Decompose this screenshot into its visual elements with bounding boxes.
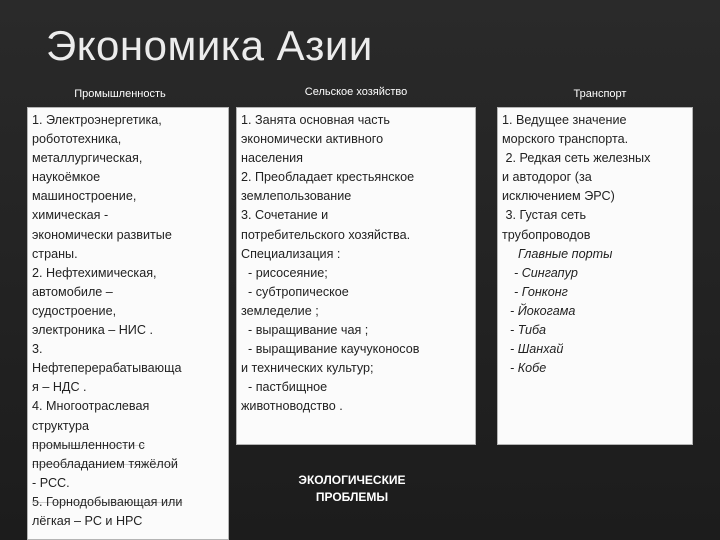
transport-line: морского транспорта. — [502, 132, 629, 147]
transport-line: и автодорог (за — [502, 170, 592, 185]
agriculture-line: экономически активного — [241, 132, 384, 147]
industry-line: преобладанием тяжёлой — [32, 456, 178, 471]
agriculture-box — [236, 107, 476, 445]
transport-line: 3. Густая сеть — [502, 208, 587, 223]
industry-line: наукоёмкое — [32, 170, 101, 185]
agriculture-line: потребительского хозяйства. — [241, 227, 411, 242]
industry-line: судостроение, — [32, 303, 117, 318]
agriculture-line: 2. Преобладает крестьянское — [241, 170, 415, 185]
agriculture-line: 3. Сочетание и — [241, 208, 329, 223]
transport-line: 2. Редкая сеть железных — [502, 151, 651, 166]
eco-line-2: ПРОБЛЕМЫ — [315, 490, 389, 504]
port-item: - Шанхай — [510, 342, 564, 357]
industry-line: 4. Многоотраслевая — [32, 399, 150, 414]
industry-line: экономически развитые — [32, 227, 172, 242]
industry-line: электроника – НИС . — [32, 323, 153, 338]
industry-line: я – НДС . — [32, 380, 87, 395]
industry-box — [27, 107, 229, 540]
header-transport: Транспорт — [573, 88, 627, 100]
industry-line: машиностроение, — [32, 189, 137, 204]
agriculture-line: - выращивание каучуконосов — [241, 342, 420, 357]
industry-line: автомобиле – — [32, 284, 113, 299]
agriculture-line: землепользование — [241, 189, 352, 204]
agriculture-line: - пастбищное — [241, 380, 328, 395]
transport-box — [497, 107, 693, 445]
port-item: - Кобе — [510, 361, 547, 376]
industry-line: робототехника, — [32, 132, 122, 147]
transport-line: 1. Ведущее значение — [502, 113, 627, 127]
transport-line: исключением ЭРС) — [502, 189, 615, 204]
agriculture-line: населения — [241, 151, 304, 166]
industry-line: структура — [32, 418, 89, 433]
port-item: - Сингапур — [514, 265, 578, 280]
agriculture-line: и технических культур; — [241, 361, 374, 376]
port-item: - Гонконг — [514, 284, 568, 299]
agriculture-line: земледелие ; — [241, 303, 319, 318]
industry-line: Нефтеперерабатывающа — [32, 361, 182, 376]
industry-line: страны. — [32, 246, 78, 261]
agriculture-line: - выращивание чая ; — [241, 323, 369, 338]
port-item: - Тиба — [510, 323, 547, 338]
agriculture-line: животноводство . — [241, 399, 343, 414]
agriculture-line: 1. Занята основная часть — [241, 113, 390, 127]
header-industry: Промышленность — [74, 88, 166, 100]
industry-line: 1. Электроэнергетика, — [32, 113, 162, 127]
agriculture-line: Специализация : — [241, 246, 341, 261]
agriculture-line: - рисосеяние; — [241, 265, 328, 280]
industry-line: металлургическая, — [32, 151, 143, 166]
industry-line: 5. Горнодобывающая или — [32, 494, 183, 509]
industry-line: 3. — [32, 342, 43, 357]
transport-line: трубопроводов — [502, 227, 591, 242]
port-item: - Йокогама — [510, 303, 576, 318]
eco-line-1: ЭКОЛОГИЧЕСКИЕ — [298, 473, 406, 487]
ecological-problems-label — [262, 472, 442, 506]
industry-line: химическая - — [32, 208, 109, 223]
header-agriculture: Сельское хозяйство — [304, 86, 408, 98]
industry-line: лёгкая – РС и НРС — [32, 513, 143, 528]
agriculture-line: - субтропическое — [241, 284, 349, 299]
industry-line: 2. Нефтехимическая, — [32, 265, 157, 280]
industry-line: - РСС. — [32, 475, 70, 490]
industry-line: промышленности с — [32, 437, 145, 452]
ports-title: Главные порты — [518, 246, 613, 261]
slide-title: Экономика Азии — [46, 22, 373, 69]
